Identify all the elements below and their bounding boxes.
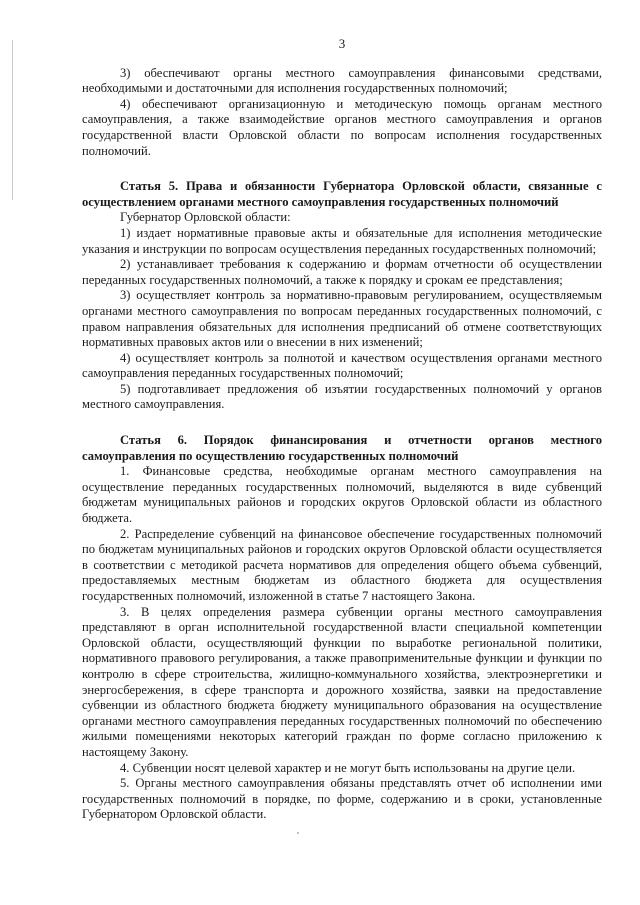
scan-edge-mark — [12, 40, 13, 200]
article-6-item-2: 2. Распределение субвенций на финансовое обеспечение государственных полномочий по бюджетам муниципальных районов и городских округов Орловской области осуществляется в соответствии с методикой расчета нормативов для определения общего объема субвенций, предоставляемых местным бюджетам из областного бюджета для осуществления государственных полномочий, изложенной в статье 7 настоящего Закона. — [82, 526, 602, 603]
intro-item-3: 3) обеспечивают органы местного самоуправления финансовыми средствами, необходимыми и достаточными для исполнения государственных полномочий; — [82, 65, 602, 96]
article-6-heading: Статья 6. Порядок финансирования и отчетности органов местного самоуправления по осуществлению государственных полномочий — [82, 433, 602, 463]
article-5-item-5: 5) подготавливает предложения об изъятии государственных полномочий у органов местного самоуправления. — [82, 381, 602, 412]
article-5-lead: Губернатор Орловской области: — [120, 210, 291, 225]
article-5-item-4: 4) осуществляет контроль за полнотой и качеством осуществления органами местного самоуправления переданных государственных полномочий; — [82, 350, 602, 381]
page-number: 3 — [338, 36, 346, 51]
article-5-heading: Статья 5. Права и обязанности Губернатора Орловской области, связанные с осуществлением органами местного самоуправления государственных полномочий — [82, 179, 602, 209]
article-5-item-2: 2) устанавливает требования к содержанию и формам отчетности об осуществлении переданных государственных полномочий, а также к порядку и срокам ее представления; — [82, 257, 602, 287]
scan-speck — [297, 832, 299, 834]
article-5-item-3: 3) осуществляет контроль за нормативно-правовым регулированием, осуществляемым органами местного самоуправления по вопросам переданных государственных полномочий, с правом направления обязательных для исполнения предписаний об отмене соответствующих нормативных правовых актов или о внесении в них изменений; — [82, 288, 602, 350]
article-6-item-1: 1. Финансовые средства, необходимые органам местного самоуправления на осуществление переданных государственных полномочий, выделяются в виде субвенций бюджетам муниципальных районов и городских округов Орловской области из областного бюджета. — [82, 464, 602, 526]
article-6-item-3: 3. В целях определения размера субвенции органы местного самоуправления представляют в орган исполнительной государственной власти специальной компетенции Орловской области, осуществляющий функции по выработке региональной политики, нормативного правового регулирования, а также правоприменительные функции и функции по контролю в сфере строительства, жилищно-коммунального хозяйства, электроэнергетики и энергосбережения, в сфере транспорта и дорожного хозяйства, заявки на предоставление субвенции из областного бюджета бюджету муниципального образования на осуществление органами местного самоуправления переданных государственных полномочий по обеспечению жилыми помещениями некоторых категорий граждан по форме согласно приложению к настоящему Закону. — [82, 604, 602, 759]
article-5-item-1: 1) издает нормативные правовые акты и обязательные для исполнения методические указания и инструкции по вопросам осуществления переданных государственных полномочий; — [82, 225, 602, 256]
article-6-item-4: 4. Субвенции носят целевой характер и не могут быть использованы на другие цели. — [120, 760, 576, 775]
document-page — [82, 36, 602, 823]
article-6-item-5: 5. Органы местного самоуправления обязаны представлять отчет об исполнении ими государственных полномочий в порядке, по форме, содержанию и в сроки, установленные Губернатором Орловской области. — [82, 776, 602, 822]
intro-item-4: 4) обеспечивают организационную и методическую помощь органам местного самоуправления, а также взаимодействие органов местного самоуправления и органов государственной власти Орловской области по вопросам исполнения государственных полномочий. — [82, 96, 602, 158]
